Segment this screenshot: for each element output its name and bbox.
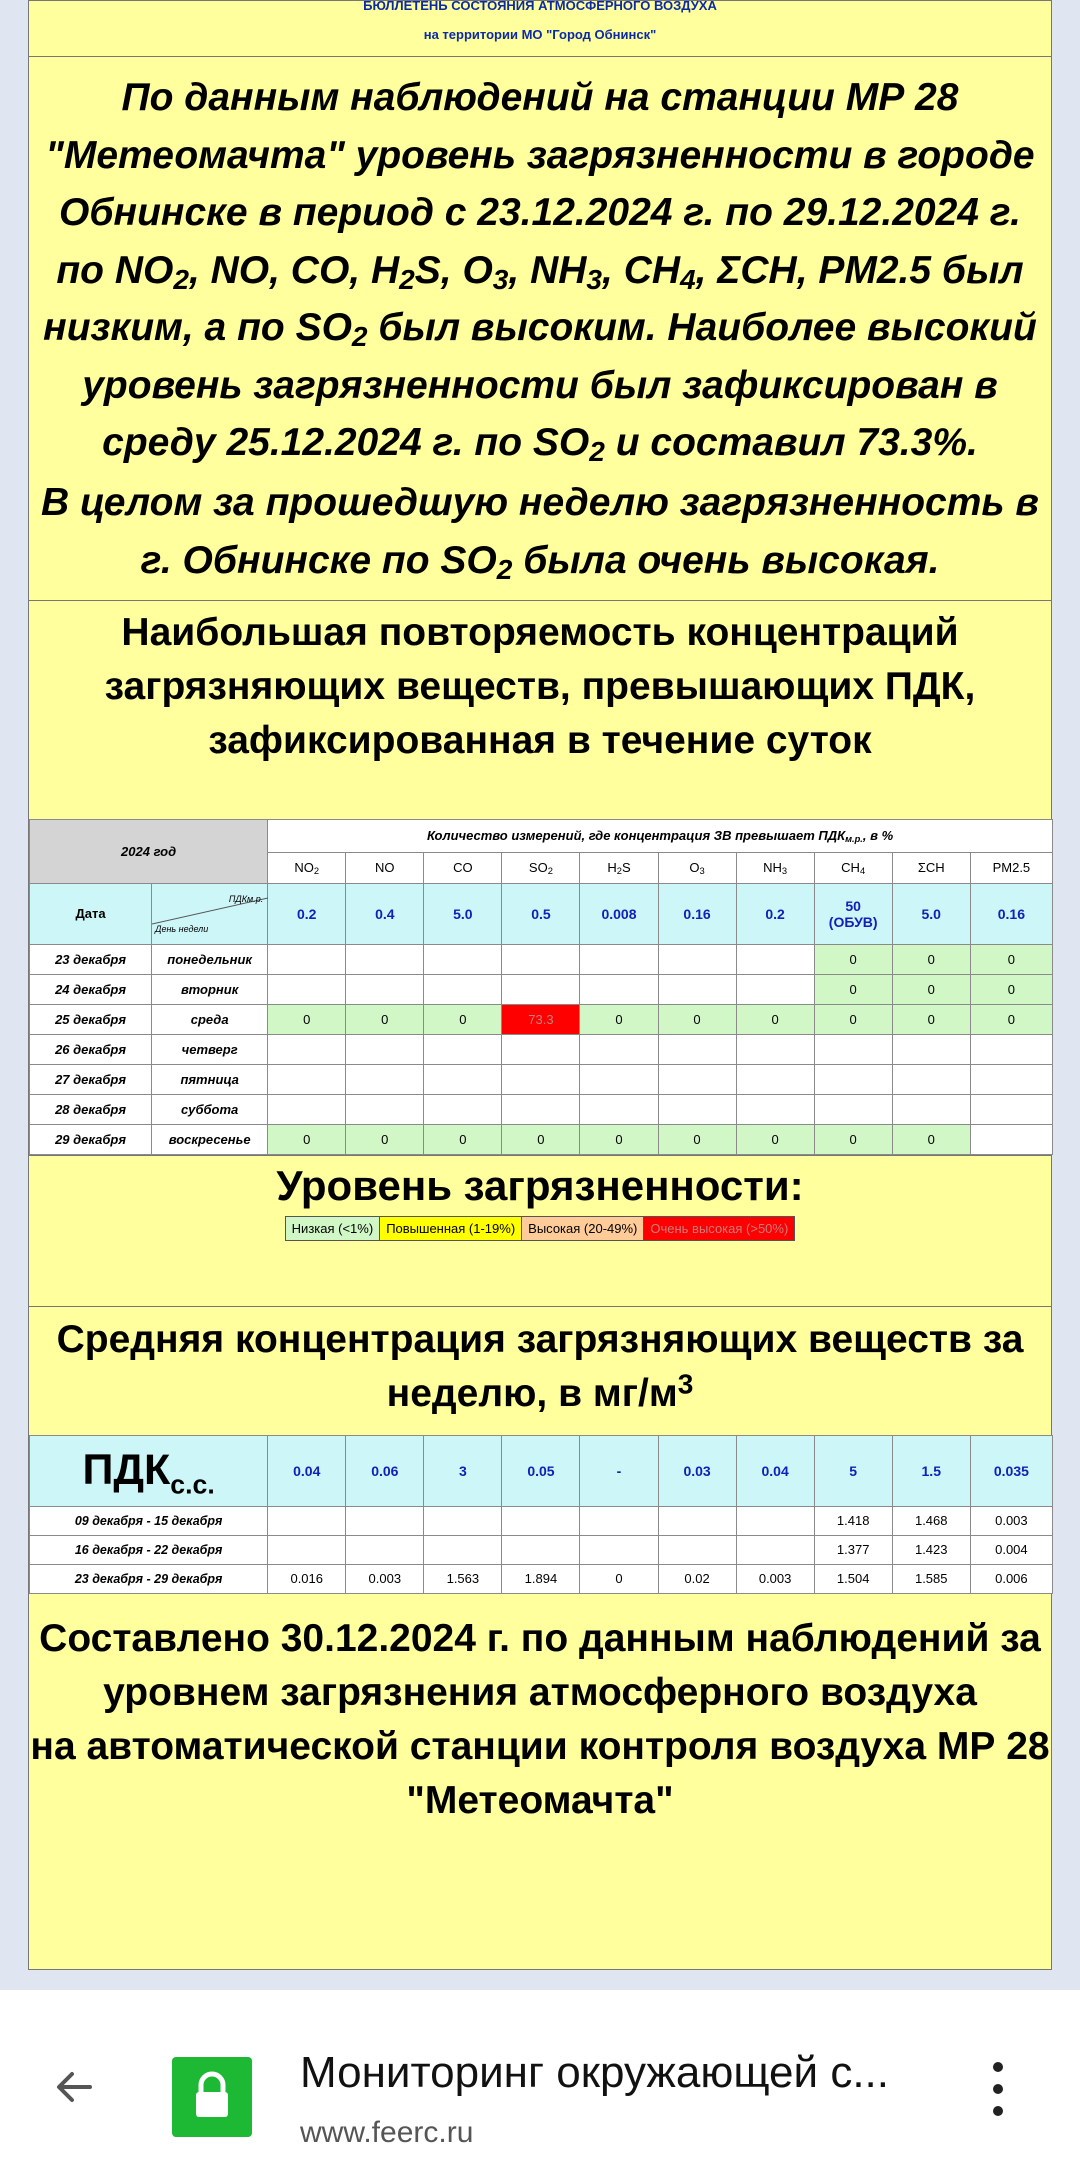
weekly-title: Средняя концентрация загрязняющих веществ за неделю, в $мг/м^3$ — [56, 1317, 1024, 1415]
table-cell — [502, 1506, 580, 1535]
table-row — [30, 1564, 1053, 1593]
table-cell — [814, 1094, 892, 1124]
table-cell: 0.004 — [970, 1535, 1052, 1564]
table-cell — [658, 974, 736, 1004]
pdk-ss-value: 0.03 — [658, 1435, 736, 1506]
table-cell: 1.468 — [892, 1506, 970, 1535]
table-cell — [892, 1064, 970, 1094]
pdk-mr-value: 50 (ОБУВ) — [814, 883, 892, 944]
table-cell: 0 — [268, 1124, 346, 1154]
table-cell: 0 — [268, 1004, 346, 1034]
summary-paragraph-1: По данным наблюдений на станции МР 28 "Метеомачта" уровень загрязненности в городе Обнинске в период с 23.12.2024 г. по 29.12.2024 г. по $NO_2$, NO, CO, $H_2S$, $O_3$, $NH_3$, $CH_4$, ΣCH, PM2.5 был низким, а по $SO_2$ был высоким. Наиболее высокий уровень загрязненности был зафиксирован в среду 25.12.2024 г. по $SO_2$ и составил 73.3%. — [43, 76, 1037, 468]
pdk-ss-value: 3 — [424, 1435, 502, 1506]
pdk-ch4-note: (ОБУВ) — [828, 913, 878, 930]
pdk-mr-value: 0.008 — [580, 883, 658, 944]
table-cell — [580, 1064, 658, 1094]
substance-header: $CH_4$ — [814, 852, 892, 883]
table-row — [30, 944, 1053, 974]
table-cell — [970, 1124, 1052, 1154]
table-cell: 1.894 — [502, 1564, 580, 1593]
substance-header: $H_2S$ — [580, 852, 658, 883]
table-cell: 0 — [970, 974, 1052, 1004]
substance-header: NO — [346, 852, 424, 883]
lock-icon[interactable] — [172, 2057, 252, 2137]
table-cell: 0 — [892, 944, 970, 974]
row-weekday: воскресенье — [152, 1124, 268, 1154]
table-cell: 0.003 — [346, 1564, 424, 1593]
level-title: Уровень загрязненности: — [276, 1161, 804, 1209]
substance-header: $NO_2$ — [268, 852, 346, 883]
table-cell: 0 — [346, 1004, 424, 1034]
repeat-section — [29, 601, 1051, 819]
table-cell: 73.3 — [502, 1004, 580, 1034]
footer-line-2: на автоматической станции контроля воздуха МР 28 "Метеомачта" — [30, 1724, 1050, 1822]
table-cell — [580, 944, 658, 974]
table-cell — [268, 944, 346, 974]
week-period: 09 декабря - 15 декабря — [30, 1506, 268, 1535]
table-cell — [268, 1535, 346, 1564]
table-cell: 1.563 — [424, 1564, 502, 1593]
table-cell — [268, 1034, 346, 1064]
table-cell — [502, 1535, 580, 1564]
table-cell — [346, 1535, 424, 1564]
table-cell: 1.585 — [892, 1564, 970, 1593]
repeat-title: Наибольшая повторяемость концентраций загрязняющих веществ, превышающих ПДК, зафиксированная в течение суток — [104, 610, 976, 762]
table-cell — [502, 974, 580, 1004]
level-section — [29, 1155, 1051, 1307]
table-caption: Количество измерений, где концентрация ЗВ превышает $ПДК_{м.р.}$, в % — [268, 819, 1053, 852]
summary-block — [29, 57, 1051, 601]
table-cell — [580, 1034, 658, 1064]
browser-bottom-bar — [0, 2012, 1080, 2170]
pdk-ss-value: 0.035 — [970, 1435, 1052, 1506]
back-arrow-icon[interactable] — [50, 2062, 100, 2112]
table-cell: 0 — [580, 1004, 658, 1034]
table-cell — [658, 1506, 736, 1535]
pdk-mr-value: 0.5 — [502, 883, 580, 944]
table-cell — [736, 944, 814, 974]
pdk-mr-value: 0.16 — [658, 883, 736, 944]
row-date: 24 декабря — [30, 974, 152, 1004]
weekday-label: День недели — [155, 923, 209, 934]
table-cell — [268, 1506, 346, 1535]
table-cell: 0 — [736, 1124, 814, 1154]
pdk-ss-value: 0.06 — [346, 1435, 424, 1506]
table-cell — [736, 1535, 814, 1564]
table-cell: 0 — [892, 1124, 970, 1154]
table-cell: 0.003 — [970, 1506, 1052, 1535]
table-cell: 0 — [580, 1564, 658, 1593]
table-cell: 1.418 — [814, 1506, 892, 1535]
table-cell: 0 — [502, 1124, 580, 1154]
pdk-ss-value: 1.5 — [892, 1435, 970, 1506]
table-cell — [580, 1094, 658, 1124]
row-date: 28 декабря — [30, 1094, 152, 1124]
more-options-icon[interactable] — [990, 2062, 1006, 2122]
table-cell — [658, 1535, 736, 1564]
row-date: 23 декабря — [30, 944, 152, 974]
table-cell — [970, 1034, 1052, 1064]
table-cell: 0 — [658, 1004, 736, 1034]
substance-header: $NH_3$ — [736, 852, 814, 883]
table-cell — [346, 1034, 424, 1064]
table-cell: 0 — [814, 974, 892, 1004]
table-cell — [736, 1094, 814, 1124]
table-cell — [502, 1064, 580, 1094]
daily-table — [29, 819, 1053, 1155]
table-cell — [424, 944, 502, 974]
table-cell — [346, 1064, 424, 1094]
pdk-ss-label: $ПДК_{с.с.}$ — [30, 1435, 268, 1506]
bulletin-sheet — [28, 0, 1052, 1970]
table-cell: 0.02 — [658, 1564, 736, 1593]
pdk-ss-value: 0.04 — [736, 1435, 814, 1506]
pdk-mr-value: 0.2 — [736, 883, 814, 944]
pdk-mr-value: 0.2 — [268, 883, 346, 944]
table-cell — [892, 1094, 970, 1124]
pdk-mr-value: 0.16 — [970, 883, 1052, 944]
pdk-mr-value: 5.0 — [424, 883, 502, 944]
table-cell: 0 — [346, 1124, 424, 1154]
weekly-section — [29, 1307, 1051, 1435]
table-cell — [346, 1094, 424, 1124]
substance-header: CO — [424, 852, 502, 883]
pdk-mr-value: 0.4 — [346, 883, 424, 944]
pdk-mr-label: ПДКм.р. — [228, 893, 264, 904]
table-cell — [892, 1034, 970, 1064]
row-weekday: четверг — [152, 1034, 268, 1064]
diagonal-divider — [152, 884, 268, 944]
table-cell — [268, 1064, 346, 1094]
table-cell — [736, 1506, 814, 1535]
pdk-weekday-header — [152, 883, 268, 944]
substance-header: $SO_2$ — [502, 852, 580, 883]
table-row — [30, 1034, 1053, 1064]
table-cell: 0 — [892, 974, 970, 1004]
page-title[interactable]: Мониторинг окружающей с... — [300, 2048, 889, 2097]
legend-item: Повышенная (1-19%) — [380, 1216, 522, 1240]
table-cell — [424, 1034, 502, 1064]
table-cell: 1.423 — [892, 1535, 970, 1564]
table-row — [30, 1094, 1053, 1124]
table-cell — [658, 1034, 736, 1064]
table-cell — [658, 944, 736, 974]
row-weekday: пятница — [152, 1064, 268, 1094]
table-cell — [736, 1034, 814, 1064]
date-header: Дата — [30, 883, 152, 944]
pdk-ss-value: 0.04 — [268, 1435, 346, 1506]
table-cell — [424, 974, 502, 1004]
pdk-mr-value: 5.0 — [892, 883, 970, 944]
table-cell — [424, 1506, 502, 1535]
table-cell: 0 — [580, 1124, 658, 1154]
table-cell: 0 — [892, 1004, 970, 1034]
row-date: 25 декабря — [30, 1004, 152, 1034]
table-cell: 0 — [814, 1004, 892, 1034]
table-cell: 0.003 — [736, 1564, 814, 1593]
page-url[interactable]: www.feerc.ru — [300, 2116, 474, 2149]
table-row — [30, 1535, 1053, 1564]
table-cell — [268, 1094, 346, 1124]
table-cell — [346, 944, 424, 974]
table-row — [30, 1004, 1053, 1034]
table-cell — [346, 1506, 424, 1535]
row-weekday: суббота — [152, 1094, 268, 1124]
row-weekday: среда — [152, 1004, 268, 1034]
table-row — [30, 1506, 1053, 1535]
table-cell: 0 — [736, 1004, 814, 1034]
table-cell — [736, 1064, 814, 1094]
row-weekday: понедельник — [152, 944, 268, 974]
level-legend — [285, 1216, 796, 1241]
pdk-ss-value: 5 — [814, 1435, 892, 1506]
table-cell: 0 — [970, 1004, 1052, 1034]
table-cell — [736, 974, 814, 1004]
table-cell — [424, 1535, 502, 1564]
table-cell — [970, 1094, 1052, 1124]
pdk-ss-value: - — [580, 1435, 658, 1506]
table-cell — [580, 1506, 658, 1535]
table-cell: 0.016 — [268, 1564, 346, 1593]
table-cell — [502, 1094, 580, 1124]
table-cell: 1.504 — [814, 1564, 892, 1593]
table-cell — [658, 1094, 736, 1124]
row-weekday: вторник — [152, 974, 268, 1004]
year-label: 2024 год — [30, 819, 268, 883]
footer-note — [29, 1594, 1051, 1828]
substance-header: ΣCH — [892, 852, 970, 883]
week-period: 16 декабря - 22 декабря — [30, 1535, 268, 1564]
table-cell: 0 — [814, 944, 892, 974]
table-cell: 0 — [658, 1124, 736, 1154]
week-period: 23 декабря - 29 декабря — [30, 1564, 268, 1593]
table-cell — [580, 1535, 658, 1564]
table-cell — [814, 1064, 892, 1094]
table-cell — [424, 1094, 502, 1124]
table-row — [30, 1064, 1053, 1094]
table-cell — [658, 1064, 736, 1094]
legend-item: Высокая (20-49%) — [522, 1216, 644, 1240]
table-cell — [424, 1064, 502, 1094]
table-cell: 0 — [424, 1004, 502, 1034]
table-cell — [346, 974, 424, 1004]
weekly-table — [29, 1435, 1053, 1594]
summary-paragraph-2: В целом за прошедшую неделю загрязненность в г. Обнинске по $SO_2$ была очень высокая. — [41, 480, 1039, 585]
bulletin-territory: на территории МО "Город Обнинск" — [423, 27, 657, 42]
table-cell: 0 — [970, 944, 1052, 974]
table-row — [30, 974, 1053, 1004]
table-cell: 0 — [814, 1124, 892, 1154]
table-cell — [814, 1034, 892, 1064]
table-cell — [580, 974, 658, 1004]
footer-line-1: Составлено 30.12.2024 г. по данным наблюдений за уровнем загрязнения атмосферного воздуха — [39, 1616, 1041, 1714]
table-cell — [502, 1034, 580, 1064]
bulletin-title: БЮЛЛЕТЕНЬ СОСТОЯНИЯ АТМОСФЕРНОГО ВОЗДУХА — [363, 0, 717, 13]
table-cell: 0 — [424, 1124, 502, 1154]
row-date: 29 декабря — [30, 1124, 152, 1154]
pdk-ss-value: 0.05 — [502, 1435, 580, 1506]
substance-header: $O_3$ — [658, 852, 736, 883]
legend-item: Низкая (<1%) — [285, 1216, 380, 1240]
row-date: 27 декабря — [30, 1064, 152, 1094]
table-row — [30, 1124, 1053, 1154]
legend-item: Очень высокая (>50%) — [644, 1216, 795, 1240]
substance-header: PM2.5 — [970, 852, 1052, 883]
table-cell — [268, 974, 346, 1004]
row-date: 26 декабря — [30, 1034, 152, 1064]
table-cell — [970, 1064, 1052, 1094]
table-cell — [502, 944, 580, 974]
table-cell: 1.377 — [814, 1535, 892, 1564]
table-cell: 0.006 — [970, 1564, 1052, 1593]
bulletin-header — [29, 0, 1051, 57]
